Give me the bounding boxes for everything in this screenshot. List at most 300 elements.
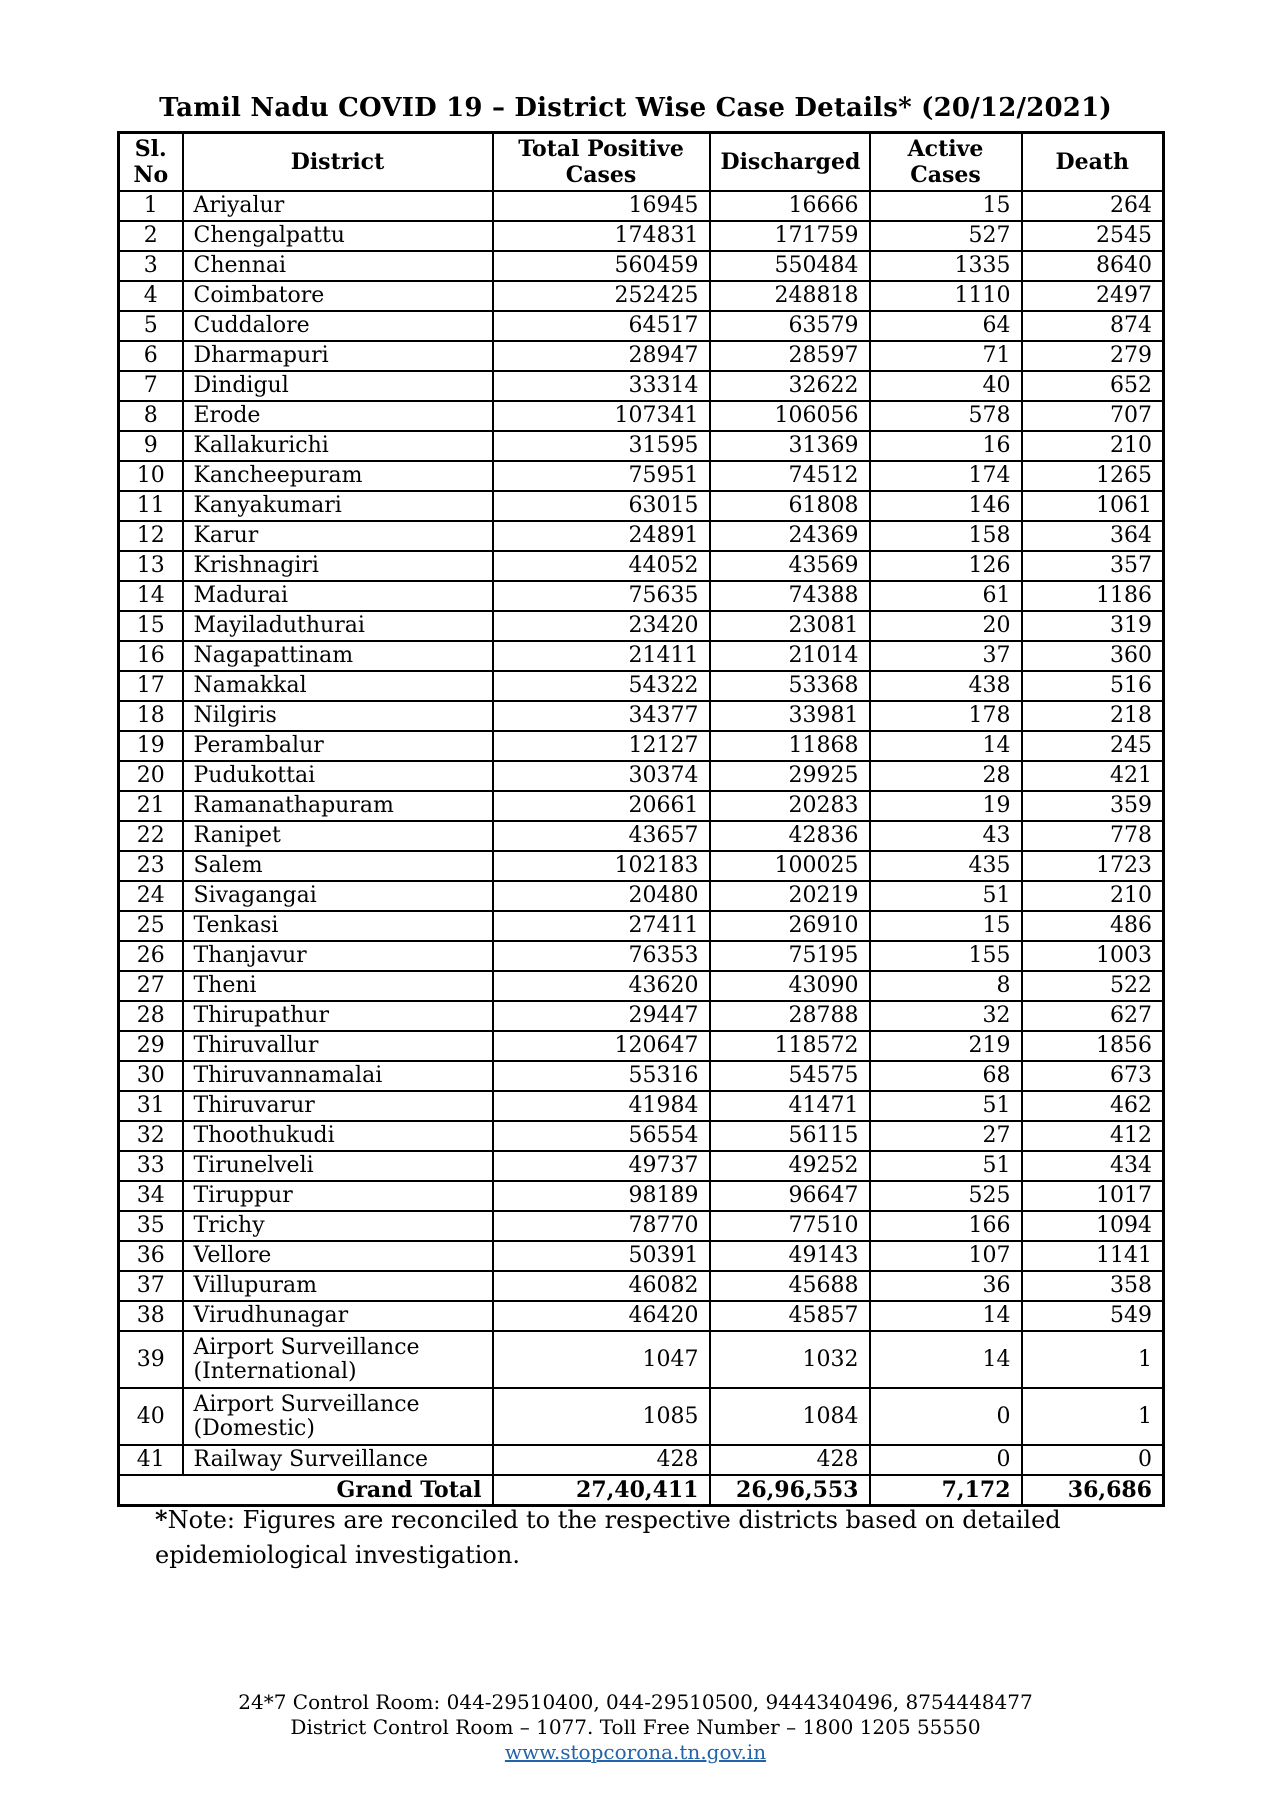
- row-district: Trichy: [183, 1211, 493, 1241]
- row-discharged: 96647: [710, 1181, 870, 1211]
- row-discharged: 20219: [710, 881, 870, 911]
- table-row: [119, 1151, 1164, 1181]
- row-death: 279: [1022, 341, 1164, 371]
- row-active: 166: [870, 1211, 1022, 1241]
- table-header-row: [119, 133, 1164, 192]
- row-active: 51: [870, 1091, 1022, 1121]
- row-sl-no: 37: [119, 1271, 183, 1301]
- row-death: 1856: [1022, 1031, 1164, 1061]
- row-discharged: 75195: [710, 941, 870, 971]
- table-row: [119, 1301, 1164, 1331]
- row-total-positive: 428: [493, 1445, 710, 1475]
- row-death: 778: [1022, 821, 1164, 851]
- row-district: Railway Surveillance: [183, 1445, 493, 1475]
- row-sl-no: 1: [119, 191, 183, 221]
- row-district: Mayiladuthurai: [183, 611, 493, 641]
- header-district: District: [183, 133, 493, 192]
- row-district: Kallakurichi: [183, 431, 493, 461]
- row-discharged: 77510: [710, 1211, 870, 1241]
- row-sl-no: 35: [119, 1211, 183, 1241]
- row-total-positive: 49737: [493, 1151, 710, 1181]
- row-sl-no: 41: [119, 1445, 183, 1475]
- row-active: 174: [870, 461, 1022, 491]
- row-discharged: 41471: [710, 1091, 870, 1121]
- header-death: Death: [1022, 133, 1164, 192]
- contact-footer: [0, 1690, 1271, 1765]
- row-total-positive: 174831: [493, 221, 710, 251]
- row-total-positive: 44052: [493, 551, 710, 581]
- row-total-positive: 107341: [493, 401, 710, 431]
- row-sl-no: 36: [119, 1241, 183, 1271]
- row-district: Perambalur: [183, 731, 493, 761]
- row-district: Thirupathur: [183, 1001, 493, 1031]
- table-row: [119, 911, 1164, 941]
- row-death: 1265: [1022, 461, 1164, 491]
- row-discharged: 53368: [710, 671, 870, 701]
- table-row: [119, 611, 1164, 641]
- row-total-positive: 43657: [493, 821, 710, 851]
- row-district: Theni: [183, 971, 493, 1001]
- row-district: Nagapattinam: [183, 641, 493, 671]
- row-district: Cuddalore: [183, 311, 493, 341]
- row-sl-no: 4: [119, 281, 183, 311]
- table-row: [119, 1121, 1164, 1151]
- row-district: Pudukottai: [183, 761, 493, 791]
- row-total-positive: 98189: [493, 1181, 710, 1211]
- table-row: [119, 761, 1164, 791]
- row-death: 673: [1022, 1061, 1164, 1091]
- row-death: 434: [1022, 1151, 1164, 1181]
- row-district: Thanjavur: [183, 941, 493, 971]
- row-discharged: 248818: [710, 281, 870, 311]
- row-active: 219: [870, 1031, 1022, 1061]
- header-total-positive-cases: Total Positive Cases: [493, 133, 710, 192]
- row-sl-no: 22: [119, 821, 183, 851]
- row-active: 0: [870, 1445, 1022, 1475]
- row-death: 264: [1022, 191, 1164, 221]
- row-death: 412: [1022, 1121, 1164, 1151]
- row-district: Erode: [183, 401, 493, 431]
- row-district: Ariyalur: [183, 191, 493, 221]
- row-death: 1094: [1022, 1211, 1164, 1241]
- row-active: 28: [870, 761, 1022, 791]
- row-active: 155: [870, 941, 1022, 971]
- control-room-line: 24*7 Control Room: 044-29510400, 044-29510500, 9444340496, 8754448477: [238, 1690, 1033, 1714]
- row-district: Tiruppur: [183, 1181, 493, 1211]
- table-row: [119, 1091, 1164, 1121]
- row-discharged: 42836: [710, 821, 870, 851]
- row-total-positive: 28947: [493, 341, 710, 371]
- row-active: 435: [870, 851, 1022, 881]
- row-active: 15: [870, 911, 1022, 941]
- row-total-positive: 1085: [493, 1388, 710, 1445]
- toll-free-line: District Control Room – 1077. Toll Free Number – 1800 1205 55550: [290, 1715, 981, 1739]
- row-discharged: 118572: [710, 1031, 870, 1061]
- table-row: [119, 491, 1164, 521]
- row-death: 357: [1022, 551, 1164, 581]
- row-district: Airport Surveillance (International): [183, 1331, 493, 1388]
- row-sl-no: 9: [119, 431, 183, 461]
- row-death: 319: [1022, 611, 1164, 641]
- grand-total-death: 36,686: [1022, 1475, 1164, 1506]
- row-total-positive: 54322: [493, 671, 710, 701]
- row-discharged: 106056: [710, 401, 870, 431]
- row-district: Sivagangai: [183, 881, 493, 911]
- row-death: 360: [1022, 641, 1164, 671]
- row-district: Tenkasi: [183, 911, 493, 941]
- row-discharged: 49143: [710, 1241, 870, 1271]
- row-active: 178: [870, 701, 1022, 731]
- row-district: Ranipet: [183, 821, 493, 851]
- row-active: 8: [870, 971, 1022, 1001]
- page-title: Tamil Nadu COVID 19 – District Wise Case Details* (20/12/2021): [159, 93, 1112, 123]
- row-district: Coimbatore: [183, 281, 493, 311]
- district-case-table: [117, 131, 1165, 1507]
- row-active: 16: [870, 431, 1022, 461]
- row-active: 525: [870, 1181, 1022, 1211]
- grand-total-active: 7,172: [870, 1475, 1022, 1506]
- table-row: [119, 941, 1164, 971]
- row-sl-no: 5: [119, 311, 183, 341]
- row-death: 245: [1022, 731, 1164, 761]
- row-discharged: 16666: [710, 191, 870, 221]
- row-sl-no: 33: [119, 1151, 183, 1181]
- row-sl-no: 34: [119, 1181, 183, 1211]
- row-discharged: 20283: [710, 791, 870, 821]
- row-total-positive: 75951: [493, 461, 710, 491]
- table-row: [119, 671, 1164, 701]
- row-discharged: 43569: [710, 551, 870, 581]
- row-active: 20: [870, 611, 1022, 641]
- row-district: Chennai: [183, 251, 493, 281]
- row-discharged: 1032: [710, 1331, 870, 1388]
- row-district: Thoothukudi: [183, 1121, 493, 1151]
- row-active: 19: [870, 791, 1022, 821]
- row-sl-no: 30: [119, 1061, 183, 1091]
- table-row: [119, 971, 1164, 1001]
- row-total-positive: 1047: [493, 1331, 710, 1388]
- row-death: 210: [1022, 431, 1164, 461]
- row-total-positive: 76353: [493, 941, 710, 971]
- grand-total-positive: 27,40,411: [493, 1475, 710, 1506]
- row-discharged: 28788: [710, 1001, 870, 1031]
- row-total-positive: 560459: [493, 251, 710, 281]
- row-death: 652: [1022, 371, 1164, 401]
- row-active: 527: [870, 221, 1022, 251]
- row-active: 158: [870, 521, 1022, 551]
- row-death: 549: [1022, 1301, 1164, 1331]
- row-active: 438: [870, 671, 1022, 701]
- table-row: [119, 191, 1164, 221]
- row-active: 64: [870, 311, 1022, 341]
- row-sl-no: 2: [119, 221, 183, 251]
- row-death: 1723: [1022, 851, 1164, 881]
- row-district: Virudhunagar: [183, 1301, 493, 1331]
- row-discharged: 11868: [710, 731, 870, 761]
- table-row: [119, 1061, 1164, 1091]
- row-active: 578: [870, 401, 1022, 431]
- row-active: 14: [870, 1301, 1022, 1331]
- row-total-positive: 102183: [493, 851, 710, 881]
- row-total-positive: 50391: [493, 1241, 710, 1271]
- row-sl-no: 39: [119, 1331, 183, 1388]
- row-sl-no: 8: [119, 401, 183, 431]
- row-total-positive: 43620: [493, 971, 710, 1001]
- row-discharged: 24369: [710, 521, 870, 551]
- row-death: 707: [1022, 401, 1164, 431]
- row-district: Tirunelveli: [183, 1151, 493, 1181]
- row-active: 107: [870, 1241, 1022, 1271]
- row-total-positive: 56554: [493, 1121, 710, 1151]
- table-row: [119, 401, 1164, 431]
- row-sl-no: 6: [119, 341, 183, 371]
- row-sl-no: 32: [119, 1121, 183, 1151]
- row-death: 210: [1022, 881, 1164, 911]
- row-discharged: 56115: [710, 1121, 870, 1151]
- table-row: [119, 1241, 1164, 1271]
- row-discharged: 28597: [710, 341, 870, 371]
- row-death: 358: [1022, 1271, 1164, 1301]
- row-total-positive: 12127: [493, 731, 710, 761]
- row-death: 1141: [1022, 1241, 1164, 1271]
- table-row: [119, 1181, 1164, 1211]
- row-discharged: 1084: [710, 1388, 870, 1445]
- row-death: 359: [1022, 791, 1164, 821]
- row-total-positive: 16945: [493, 191, 710, 221]
- table-row: [119, 341, 1164, 371]
- row-district: Kanyakumari: [183, 491, 493, 521]
- table-row: [119, 851, 1164, 881]
- row-discharged: 63579: [710, 311, 870, 341]
- row-district: Thiruvarur: [183, 1091, 493, 1121]
- row-total-positive: 75635: [493, 581, 710, 611]
- row-district: Dharmapuri: [183, 341, 493, 371]
- row-total-positive: 20661: [493, 791, 710, 821]
- row-total-positive: 24891: [493, 521, 710, 551]
- row-active: 61: [870, 581, 1022, 611]
- row-discharged: 32622: [710, 371, 870, 401]
- row-district: Thiruvannamalai: [183, 1061, 493, 1091]
- row-discharged: 550484: [710, 251, 870, 281]
- row-discharged: 74512: [710, 461, 870, 491]
- row-death: 462: [1022, 1091, 1164, 1121]
- row-district: Dindigul: [183, 371, 493, 401]
- footnote-text: Note: Figures are reconciled to the respective districts based on detailed epidemiological investigation.: [155, 1506, 1061, 1569]
- table-row: [119, 1001, 1164, 1031]
- row-death: 1186: [1022, 581, 1164, 611]
- row-district: Namakkal: [183, 671, 493, 701]
- header-discharged: Discharged: [710, 133, 870, 192]
- row-sl-no: 17: [119, 671, 183, 701]
- row-active: 43: [870, 821, 1022, 851]
- row-sl-no: 3: [119, 251, 183, 281]
- row-discharged: 54575: [710, 1061, 870, 1091]
- row-death: 2545: [1022, 221, 1164, 251]
- row-district: Chengalpattu: [183, 221, 493, 251]
- website-link[interactable]: www.stopcorona.tn.gov.in: [504, 1740, 767, 1764]
- table-body: [119, 191, 1164, 1475]
- row-total-positive: 34377: [493, 701, 710, 731]
- row-active: 36: [870, 1271, 1022, 1301]
- row-sl-no: 20: [119, 761, 183, 791]
- footnote: [155, 1502, 1115, 1573]
- table-row: [119, 1331, 1164, 1388]
- row-death: 1061: [1022, 491, 1164, 521]
- row-total-positive: 20480: [493, 881, 710, 911]
- row-total-positive: 31595: [493, 431, 710, 461]
- table-row: [119, 581, 1164, 611]
- table-row: [119, 311, 1164, 341]
- row-discharged: 21014: [710, 641, 870, 671]
- row-sl-no: 7: [119, 371, 183, 401]
- row-active: 51: [870, 881, 1022, 911]
- header-sl-no: Sl. No: [119, 133, 183, 192]
- table-row: [119, 221, 1164, 251]
- row-total-positive: 21411: [493, 641, 710, 671]
- row-total-positive: 78770: [493, 1211, 710, 1241]
- row-death: 522: [1022, 971, 1164, 1001]
- row-sl-no: 16: [119, 641, 183, 671]
- row-district: Salem: [183, 851, 493, 881]
- table-row: [119, 551, 1164, 581]
- row-death: 8640: [1022, 251, 1164, 281]
- row-sl-no: 40: [119, 1388, 183, 1445]
- row-sl-no: 31: [119, 1091, 183, 1121]
- table-row: [119, 461, 1164, 491]
- table-row: [119, 431, 1164, 461]
- row-death: 874: [1022, 311, 1164, 341]
- row-death: 627: [1022, 1001, 1164, 1031]
- row-discharged: 100025: [710, 851, 870, 881]
- row-discharged: 74388: [710, 581, 870, 611]
- row-total-positive: 46420: [493, 1301, 710, 1331]
- row-discharged: 171759: [710, 221, 870, 251]
- row-district: Ramanathapuram: [183, 791, 493, 821]
- row-active: 126: [870, 551, 1022, 581]
- grand-total-discharged: 26,96,553: [710, 1475, 870, 1506]
- row-active: 14: [870, 731, 1022, 761]
- table-row: [119, 1031, 1164, 1061]
- row-sl-no: 38: [119, 1301, 183, 1331]
- row-district: Airport Surveillance (Domestic): [183, 1388, 493, 1445]
- row-sl-no: 26: [119, 941, 183, 971]
- row-sl-no: 19: [119, 731, 183, 761]
- row-active: 14: [870, 1331, 1022, 1388]
- row-discharged: 61808: [710, 491, 870, 521]
- footnote-marker: *: [155, 1505, 168, 1534]
- row-total-positive: 30374: [493, 761, 710, 791]
- row-active: 15: [870, 191, 1022, 221]
- table-row: [119, 251, 1164, 281]
- row-death: 1: [1022, 1331, 1164, 1388]
- grand-total-row: [119, 1475, 1164, 1506]
- row-sl-no: 13: [119, 551, 183, 581]
- row-total-positive: 41984: [493, 1091, 710, 1121]
- row-sl-no: 23: [119, 851, 183, 881]
- row-death: 218: [1022, 701, 1164, 731]
- row-active: 71: [870, 341, 1022, 371]
- row-discharged: 23081: [710, 611, 870, 641]
- row-district: Nilgiris: [183, 701, 493, 731]
- row-sl-no: 18: [119, 701, 183, 731]
- table-row: [119, 821, 1164, 851]
- row-total-positive: 46082: [493, 1271, 710, 1301]
- row-total-positive: 29447: [493, 1001, 710, 1031]
- row-discharged: 43090: [710, 971, 870, 1001]
- row-discharged: 45857: [710, 1301, 870, 1331]
- row-district: Thiruvallur: [183, 1031, 493, 1061]
- row-total-positive: 23420: [493, 611, 710, 641]
- table-row: [119, 281, 1164, 311]
- row-sl-no: 11: [119, 491, 183, 521]
- row-district: Krishnagiri: [183, 551, 493, 581]
- row-discharged: 428: [710, 1445, 870, 1475]
- row-discharged: 31369: [710, 431, 870, 461]
- row-death: 364: [1022, 521, 1164, 551]
- table-row: [119, 1445, 1164, 1475]
- row-district: Karur: [183, 521, 493, 551]
- row-active: 51: [870, 1151, 1022, 1181]
- row-sl-no: 14: [119, 581, 183, 611]
- row-discharged: 49252: [710, 1151, 870, 1181]
- row-active: 0: [870, 1388, 1022, 1445]
- header-active-cases: Active Cases: [870, 133, 1022, 192]
- table-row: [119, 521, 1164, 551]
- table-row: [119, 1271, 1164, 1301]
- row-sl-no: 25: [119, 911, 183, 941]
- row-death: 1: [1022, 1388, 1164, 1445]
- row-discharged: 33981: [710, 701, 870, 731]
- table-row: [119, 731, 1164, 761]
- row-death: 1003: [1022, 941, 1164, 971]
- row-total-positive: 27411: [493, 911, 710, 941]
- row-district: Kancheepuram: [183, 461, 493, 491]
- row-sl-no: 10: [119, 461, 183, 491]
- table-row: [119, 641, 1164, 671]
- row-active: 27: [870, 1121, 1022, 1151]
- table-row: [119, 881, 1164, 911]
- row-total-positive: 252425: [493, 281, 710, 311]
- table-row: [119, 371, 1164, 401]
- grand-total-label: Grand Total: [119, 1475, 493, 1506]
- row-sl-no: 15: [119, 611, 183, 641]
- row-discharged: 45688: [710, 1271, 870, 1301]
- row-death: 2497: [1022, 281, 1164, 311]
- row-district: Vellore: [183, 1241, 493, 1271]
- row-active: 68: [870, 1061, 1022, 1091]
- row-total-positive: 63015: [493, 491, 710, 521]
- row-active: 1110: [870, 281, 1022, 311]
- row-death: 0: [1022, 1445, 1164, 1475]
- row-death: 421: [1022, 761, 1164, 791]
- row-total-positive: 64517: [493, 311, 710, 341]
- table-row: [119, 1388, 1164, 1445]
- row-sl-no: 29: [119, 1031, 183, 1061]
- row-active: 40: [870, 371, 1022, 401]
- row-discharged: 29925: [710, 761, 870, 791]
- row-total-positive: 33314: [493, 371, 710, 401]
- row-district: Villupuram: [183, 1271, 493, 1301]
- row-active: 32: [870, 1001, 1022, 1031]
- row-death: 1017: [1022, 1181, 1164, 1211]
- row-active: 37: [870, 641, 1022, 671]
- table-row: [119, 1211, 1164, 1241]
- row-death: 516: [1022, 671, 1164, 701]
- row-active: 146: [870, 491, 1022, 521]
- table-row: [119, 791, 1164, 821]
- row-sl-no: 24: [119, 881, 183, 911]
- row-district: Madurai: [183, 581, 493, 611]
